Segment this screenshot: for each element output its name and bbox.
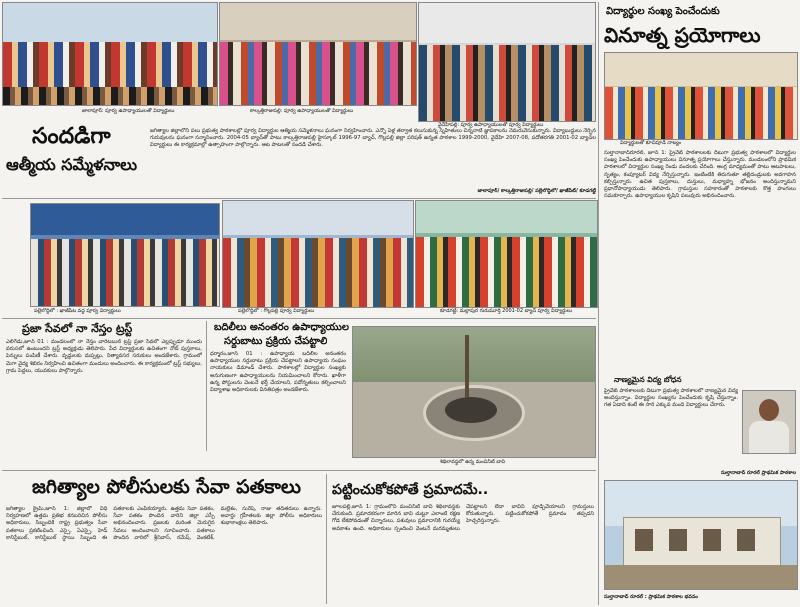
divider [2,470,596,471]
photo-school-building [604,480,798,590]
caption-koodagatti: కూడగట్టి: మల్లాపుర గురుమూర్తి 2001-02 బ్యాచ్ పూర్వ విద్యార్థులు [440,308,573,314]
teachers-body: ధర్మారం,జూన్ 01 : ఉపాధ్యాయ బదిలీల అనంతరం ఉపాధ్యాయుల సర్దుబాటు ప్రక్రియ చేపట్టాలని ఉపాధ్యాయ సంఘం నాయకులు డిమాండ్ చేశారు. పాఠశాలల్లో విద్యార్థుల సంఖ్యకు అనుగుణంగా ఉపాధ్యాయులను నియమించాలని కోరారు. ఖాళీగా ఉన్న పోస్టులను వెంటనే భర్తీ చేయాలని, పదోన్నతులు కల్పించాలని విద్యాశాఖ అధికారులకు వినతిపత్రం అందజేశారు. [210,351,346,394]
reunion-heading [6,122,146,188]
vinutna-body: సుల్తానాబాద్‌రూరల్, జూన్ 1: ప్రైవేట్ పాఠశాలలకు దీటుగా ప్రభుత్వ పాఠశాలలో విద్యార్థుల సంఖ్య పెంచేందుకు ఉపాధ్యాయులు వినూత్న ప్రయోగాలు చేస్తున్నారు. మండలంలోని ప్రాథమిక పాఠశాలలో విద్యార్థుల సంఖ్య రెండు వందలకు చేరింది. ఆంగ్ల మాధ్యమంతో పాటు ఆటపాటలు, నృత్యం, కంప్యూటర్ విద్య నేర్పిస్తున్నారు. ఇంటింటికి తిరుగుతూ తల్లిదండ్రులకు అవగాహన కల్పిస్తున్నారు. ఉచిత పుస్తకాలు, దుస్తులు, మధ్యాహ్న భోజనం అందిస్తున్నామని ప్రధానోపాధ్యాయుడు తెలిపారు. గ్రామస్తుల సహకారంతో పాఠశాలకు కొత్త హంగులు సమకూర్చారు. ఉపాధ్యాయుల కృషిని పలువురు అభినందించారు. [604,150,796,200]
photo-pallelodi-khajipet [30,203,220,307]
caption-jalapur: జాలాపూర్‌: పూర్వ ఉపాధ్యాయులతో విద్యార్థులు [82,108,175,114]
reunion-heading-line2: ఆత్మీయ సమ్మేళనాలు [6,155,137,174]
caption-kalkattirajupalli: కాల్కత్తిరాజుపల్లి: పూర్వ ఉపాధ్యాయులతో విద్యార్థులు [250,108,354,114]
police-body: జగిత్యాల క్రైమ్,జూన్ 1: జిల్లాలో విధి నిర్వహణలో ఉత్తమ ప్రతిభ కనబరిచిన పోలీసు అధికారులు, సిబ్బందికి రాష్ట్ర ప్రభుత్వం సేవా పతకాలు ప్రకటించింది. ఎస్సై, ఏఎస్సై, హెడ్ కానిస్టేబుల్, కానిస్టేబుల్ స్థాయి సిబ్బంది ఈ పతకాలకు ఎంపికయ్యారు. ఉత్తమ సేవా పతకం, సేవా పతకం పొందిన వారిని జిల్లా ఎస్పీ అభినందించారు. ప్రజలకు మరింత మెరుగైన సేవలు అందించాలని సూచించారు. పతకాలు పొందిన వారిలో శ్రీనివాస్, రమేష్, వెంకటేశ్, మల్లేశం, సురేష్, రాజు తదితరులు ఉన్నారు. అవార్డు గ్రహీతలకు జిల్లా పోలీసు అధికారులు శుభాకాంక్షలు తెలిపారు. [6,506,322,541]
praja-body: ఎలిగేడు,జూన్ 01 : మండలంలో నా నేస్తం చారిటబుల్ ట్రస్ట్ ప్రజా సేవలో ఎల్లప్పుడూ ముందు వరుసలో ఉంటుందని ట్రస్ట్ అధ్యక్షుడు తెలిపారు. పేద విద్యార్థులకు ఉచితంగా నోట్ పుస్తకాలు, పెన్నులు పంపిణీ చేశారు. వృద్ధులకు దుప్పట్లు, నిత్యావసర సరుకులు అందజేశారు. గ్రామంలో మెగా వైద్య శిబిరం నిర్వహించి ఉచితంగా మందులు అందించారు. ఈ కార్యక్రమంలో ట్రస్ట్ సభ్యులు, గ్రామ పెద్దలు, యువకులు పాల్గొన్నారు. [6,339,202,374]
caption-pallelodi-khajipet: పల్లెలొద్దిలో : ఖాజీపేట వద్ద పూర్వ విద్యార్థులు [34,308,121,314]
photo-kalkattirajupalli [219,2,417,106]
photo-well [352,326,596,458]
reunion-heading-line1: సందడిగా [32,124,111,149]
divider [326,474,327,604]
photo-jalapur [2,2,218,106]
vinutna-body2: ప్రైవేట్ పాఠశాలలకు దీటుగా ప్రభుత్వ పాఠశాలలో నాణ్యమైన విద్య అందిస్తున్నాం. విద్యార్థుల సంఖ్యను పెంచేందుకు కృషి చేస్తున్నాం. గత ఏడాది కంటే ఈ సారి ఎక్కువ మంది విద్యార్థులు చేరారు. [604,388,738,409]
well-heading: పట్టించుకోకపోతే ప్రమాదమే.. [332,482,489,498]
reunion-byline: జాలాపూర్‌/ కాల్కత్తిరాజుపల్లి/ పల్లెలొద్దిలో/ ఖాజీపేట్/ కూడగట్టి [477,188,596,194]
divider [206,321,207,451]
vinutna-heading: వినూత్న ప్రయోగాలు [604,23,761,47]
police-heading: జగిత్యాల పోలీసులకు సేవా పతకాలు [32,476,301,498]
photo-person [742,390,796,454]
photo-pallelodi-gollapalli [222,200,414,308]
photo-koodagatti [415,200,598,308]
praja-heading: ప్రజా సేవలో నా నేస్తం ట్రస్ట్ [22,322,133,335]
caption-person: సుల్తానాబాద్ రూరల్ ప్రాథమిక పాఠశాల [720,470,796,476]
divider [598,2,599,605]
vinutna-subhead: నాణ్యమైన విద్య బోధన [614,375,682,384]
photo-vaidehipalli [418,2,596,122]
vinutna-kicker: విద్యార్థుల సంఖ్య పెంచేందుకు [606,6,720,17]
teachers-heading-line2: సర్దుబాటు ప్రక్రియ చేపట్టాలి [224,336,328,347]
caption-school-building: సుల్తానాబాద్ రూరల్ : ప్రాథమిక పాఠశాల భవనం [604,594,698,600]
caption-pallelodi-gollapalli: పల్లెలొద్దిలో : గొల్లపల్లి పూర్వ విద్యార్థులు [238,308,315,314]
caption-students-dance: విద్యార్థులతో కూచిపూడి నాట్యం [620,140,682,146]
photo-students-dance [604,52,798,140]
reunion-body: జగిత్యాల జిల్లాలోని పలు ప్రభుత్వ పాఠశాలల్లో పూర్వ విద్యార్థుల ఆత్మీయ సమ్మేళనాలు ఘనంగా నిర్వహించారు. ఎన్నో ఏళ్ల తర్వాత కలుసుకున్న స్నేహితులు చిన్ననాటి జ్ఞాపకాలను నెమరువేసుకున్నారు. విద్యాబుద్ధులు నేర్పిన గురువులను ఘనంగా సన్మానించారు. 2004-05 బ్యాచ్‌తో పాటు కాల్కత్తిరాజుపల్లి హైస్కూల్ 1996-97 బ్యాచ్, గొల్లపల్లి జిల్లా పరిషత్ ఉన్నత పాఠశాల 1999-2000, వైదేహి 2007-08, పదోతరగతి 2001-02 బ్యాచ్‌ల విద్యార్థులు ఈ కార్యక్రమాల్లో ఉత్సాహంగా పాల్గొన్నారు. ఆట పాటలతో సందడి చేశారు. [150,128,596,149]
caption-well: శిథిలావస్థలో ఉన్న మంచినీటి బావి [440,459,506,465]
caption-vaidehipalli: వైదేహిపల్లి: పూర్వ ఉపాధ్యాయులతో పూర్వ విద్యార్థులు [438,122,544,128]
teachers-heading-line1: బదిలీలు అనంతరం ఉపాధ్యాయుల [214,322,349,333]
divider [2,318,596,319]
divider [2,198,596,199]
well-body: జూలపల్లి,జూన్ 1: గ్రామంలోని మంచినీటి బావి శిథిలావస్థకు చేరుకుంది. ప్రమాదకరంగా మారిన బావి చుట్టూ ఎలాంటి రక్షణ గోడ లేకపోవడంతో చిన్నారులు, పశువులు ప్రమాదానికి గురయ్యే అవకాశం ఉంది. అధికారులు స్పందించి వెంటనే మరమ్మతులు చేపట్టాలని లేదా బావిని పూడ్చివేయాలని గ్రామస్తులు కోరుతున్నారు. పట్టించుకోకపోతే ప్రమాదం తప్పదని హెచ్చరిస్తున్నారు. [332,504,594,532]
